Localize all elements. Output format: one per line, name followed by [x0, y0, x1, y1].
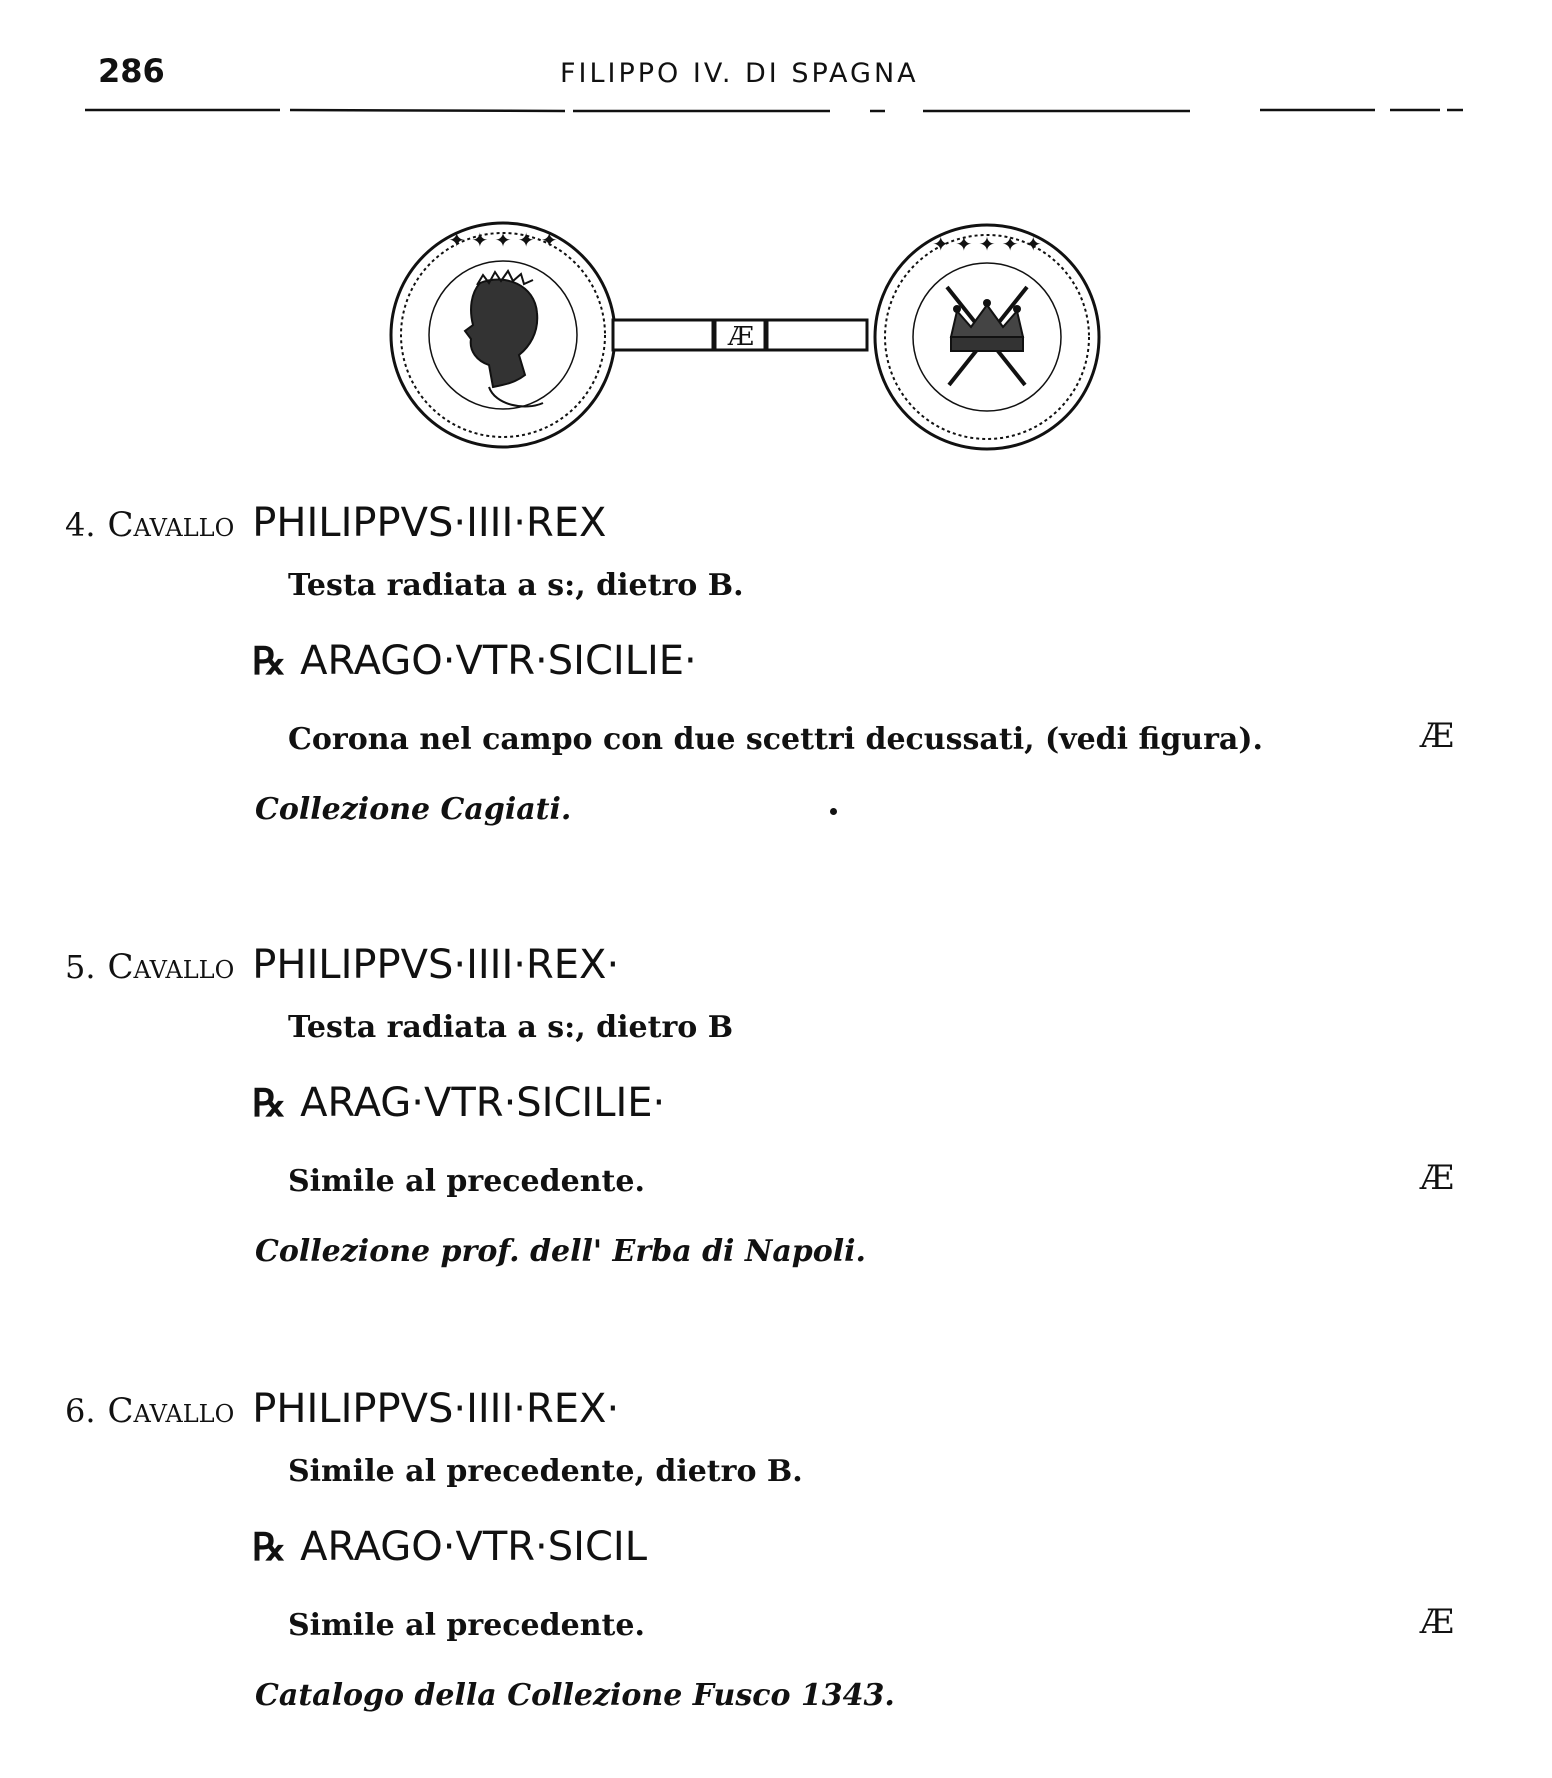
- metal-mark: Æ: [1420, 1602, 1455, 1642]
- reverse-description: Simile al precedente.: [288, 1608, 645, 1643]
- metal-bar: [613, 320, 867, 352]
- entry-number: 4.: [65, 506, 96, 544]
- metal-mark: Æ: [1420, 1158, 1455, 1198]
- reverse-legend: ARAG·VTR·SICILIE·: [300, 1080, 666, 1126]
- coin-entry: [0, 1386, 1552, 1746]
- reverse-description: Corona nel campo con due scettri decussati, (vedi figura).: [288, 722, 1263, 757]
- coin-entry: [0, 942, 1552, 1302]
- reverse-legend: ARAGO·VTR·SICIL: [300, 1524, 647, 1570]
- source-reference: Collezione prof. dell' Erba di Napoli.: [255, 1234, 866, 1269]
- header-rule: [85, 108, 1465, 114]
- reverse-description: Simile al precedente.: [288, 1164, 645, 1199]
- figure-metal-mark: Æ: [727, 322, 755, 352]
- denomination: Cavallo: [107, 505, 235, 545]
- reverse-legend: ARAGO·VTR·SICILIE·: [300, 638, 697, 684]
- coin-entry: [0, 500, 1552, 860]
- entry-heading: [65, 500, 606, 546]
- denomination: Cavallo: [107, 1391, 235, 1431]
- running-title: FILIPPO IV. DI SPAGNA: [560, 58, 919, 89]
- stray-dot: [830, 808, 837, 815]
- obverse-description: Testa radiata a s:, dietro B.: [288, 568, 744, 603]
- entry-number: 5.: [65, 948, 96, 986]
- obverse-legend: PHILIPPVS·IIII·REX·: [252, 942, 620, 988]
- coin-reverse: [875, 225, 1099, 449]
- entry-heading: [65, 1386, 619, 1432]
- obverse-legend: PHILIPPVS·IIII·REX·: [252, 1386, 620, 1432]
- obverse-description: Testa radiata a s:, dietro B: [288, 1010, 734, 1045]
- svg-text:✦ ✦ ✦ ✦ ✦: ✦ ✦ ✦ ✦ ✦: [932, 232, 1042, 256]
- reverse-mark: ℞: [252, 1080, 287, 1125]
- coin-obverse: [391, 223, 615, 447]
- entry-heading: [65, 942, 619, 988]
- coin-illustration: [385, 215, 1125, 455]
- entry-number: 6.: [65, 1392, 96, 1430]
- page-header: [0, 52, 1552, 112]
- source-reference: Catalogo della Collezione Fusco 1343.: [255, 1678, 895, 1713]
- reverse-line: [252, 1524, 647, 1570]
- page-number: 286: [98, 52, 165, 90]
- reverse-mark: ℞: [252, 638, 287, 683]
- svg-text:✦ ✦ ✦ ✦ ✦: ✦ ✦ ✦ ✦ ✦: [448, 228, 558, 252]
- reverse-line: [252, 1080, 665, 1126]
- obverse-legend: PHILIPPVS·IIII·REX: [252, 500, 607, 546]
- reverse-mark: ℞: [252, 1524, 287, 1569]
- source-reference: Collezione Cagiati.: [255, 792, 572, 827]
- reverse-line: [252, 638, 697, 684]
- metal-mark: Æ: [1420, 716, 1455, 756]
- denomination: Cavallo: [107, 947, 235, 987]
- obverse-description: Simile al precedente, dietro B.: [288, 1454, 803, 1489]
